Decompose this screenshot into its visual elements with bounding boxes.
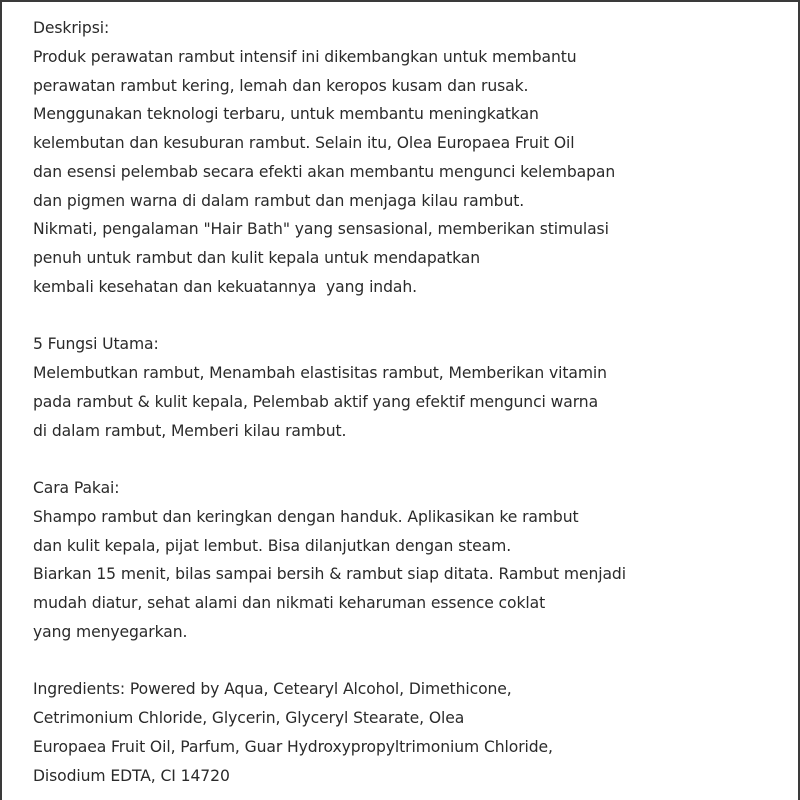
text-line: di dalam rambut, Memberi kilau rambut. [33,421,347,440]
section-2 [33,474,626,647]
section-1 [33,330,626,445]
text-line: penuh untuk rambut dan kulit kepala untuk mendapatkan [33,249,481,267]
section-3 [33,675,626,790]
text-line: Melembutkan rambut, Menambah elastisitas rambut, Memberikan vitamin [33,364,607,382]
text-line: perawatan rambut kering, lemah dan keropos kusam dan rusak. [33,76,529,95]
section-gap [33,445,626,474]
description-content [33,14,626,790]
text-line: dan kulit kepala, pijat lembut. Bisa dilanjutkan dengan steam. [33,536,512,555]
text-line: mudah diatur, sehat alami dan nikmati keharuman essence coklat [33,594,546,612]
section-gap [33,302,626,331]
section-0 [33,14,626,302]
text-line: yang menyegarkan. [33,622,188,641]
section-heading: Cara Pakai: [33,479,120,497]
text-line: Shampo rambut dan keringkan dengan handuk. Aplikasikan ke rambut [33,507,579,526]
text-line: Disodium EDTA, CI 14720 [33,766,230,785]
text-line: Produk perawatan rambut intensif ini dikembangkan untuk membantu [33,47,577,66]
section-heading: 5 Fungsi Utama: [33,335,159,354]
text-line: Menggunakan teknologi terbaru, untuk membantu meningkatkan [33,105,539,124]
text-line: dan esensi pelembab secara efekti akan membantu mengunci kelembapan [33,162,616,181]
text-line: Biarkan 15 menit, bilas sampai bersih & rambut siap ditata. Rambut menjadi [33,565,626,584]
text-line: Cetrimonium Chloride, Glycerin, Glyceryl Stearate, Olea [33,709,465,727]
text-line: dan pigmen warna di dalam rambut dan menjaga kilau rambut. [33,191,525,210]
section-gap [33,647,626,676]
text-line: kelembutan dan kesuburan rambut. Selain itu, Olea Europaea Fruit Oil [33,134,575,152]
text-line: Europaea Fruit Oil, Parfum, Guar Hydroxypropyltrimonium Chloride, [33,737,553,756]
text-line: pada rambut & kulit kepala, Pelembab aktif yang efektif mengunci warna [33,392,599,411]
section-heading: Deskripsi: [33,19,110,37]
text-line: Nikmati, pengalaman "Hair Bath" yang sensasional, memberikan stimulasi [33,220,609,239]
text-line: Ingredients: Powered by Aqua, Cetearyl Alcohol, Dimethicone, [33,680,512,699]
text-line: kembali kesehatan dan kekuatannya yang indah. [33,277,417,296]
